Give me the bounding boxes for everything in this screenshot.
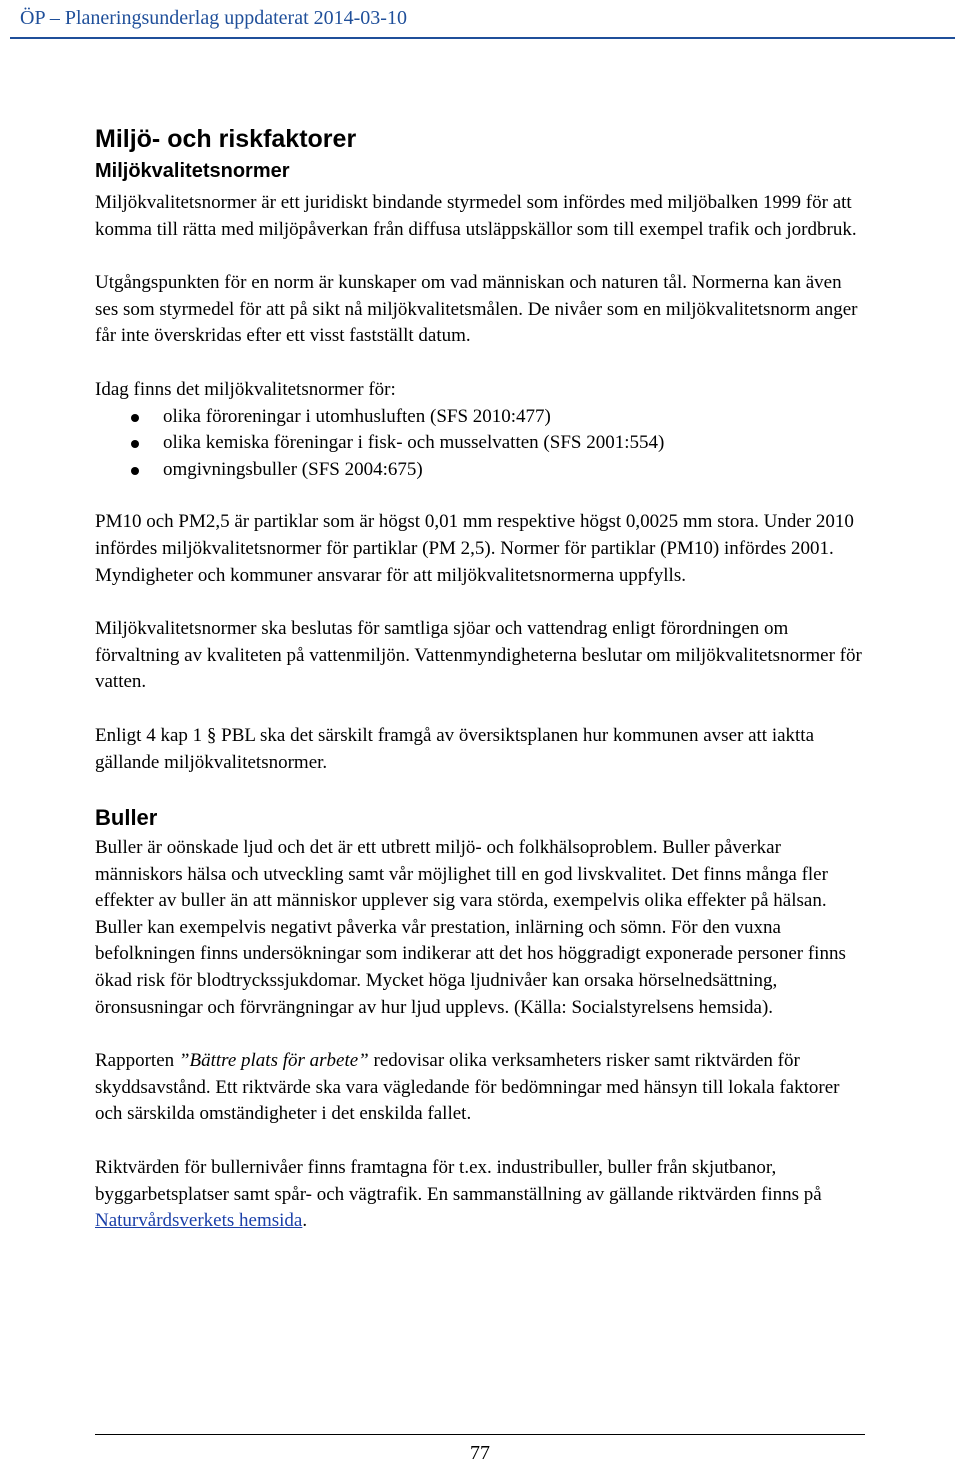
page-number: 77 xyxy=(470,1442,490,1464)
bullet-icon xyxy=(131,440,139,448)
subheading-miljokvalitetsnormer: Miljökvalitetsnormer xyxy=(95,160,290,182)
paragraph-1: Miljökvalitetsnormer är ett juridiskt bindande styrmedel som infördes med miljöbalken 1999 för att komma till rätta med miljöpåverkan från diffusa utsläppskällor som till exempel trafik och jordbruk. xyxy=(95,192,857,240)
naturvardsverket-link[interactable]: Naturvårdsverkets hemsida xyxy=(95,1210,303,1232)
list-item xyxy=(95,404,865,431)
paragraph-7: Buller är oönskade ljud och det är ett utbrett miljö- och folkhälsoproblem. Buller påverkar människors hälsa och utveckling samt vår möjlighet till en god livskvalitet. Det finns många fler effekter av buller än att människor upplever sig vara störda, exempelvis olika effekter på hälsan. Buller kan exempelvis negativt påverka vår prestation, inlärning och sömn. För den vuxna befolkningen finns undersökningar som indikerar att det hos höggradigt exponerade personer finns ökad risk för blodtryckssjukdomar. Mycket höga ljudnivåer kan orsaka hörselnedsättning, öronsusningar och förvrängningar av hur ljud upplevs. (Källa: Socialstyrelsens hemsida). xyxy=(95,837,846,1018)
paragraph-8 xyxy=(95,1048,865,1128)
footer-divider xyxy=(95,1434,865,1435)
list-item-text: olika kemiska föreningar i fisk- och musselvatten (SFS 2001:554) xyxy=(163,432,665,454)
list-item-text: omgivningsbuller (SFS 2004:675) xyxy=(163,458,423,480)
paragraph-8-end: redovisar olika verksamheters risker samt riktvärden för skyddsavstånd. Ett riktvärde ska vara vägledande för bedömningar med hänsyn till lokala faktorer och särskilda omständigheter i det enskilda fallet. xyxy=(95,1050,840,1125)
paragraph-2: Utgångspunkten för en norm är kunskaper om vad människan och naturen tål. Normerna kan även ses som styrmedel för att på sikt nå miljökvalitetsmålen. De nivåer som en miljökvalitetsnorm anger får inte överskridas efter ett visst fastställt datum. xyxy=(95,272,858,347)
paragraph-5: Miljökvalitetsnormer ska beslutas för samtliga sjöar och vattendrag enligt förordningen om förvaltning av kvaliteten på vattenmiljön. Vattenmyndigheterna beslutar om miljökvalitetsnormer för vatten. xyxy=(95,618,862,693)
list-item xyxy=(95,457,865,484)
list-item xyxy=(95,430,865,457)
running-header: ÖP – Planeringsunderlag uppdaterat 2014-03-10 xyxy=(20,7,407,29)
bullet-icon xyxy=(131,414,139,422)
paragraph-4: PM10 och PM2,5 är partiklar som är högst 0,01 mm respektive högst 0,0025 mm stora. Under 2010 infördes miljökvalitetsnormer för partiklar (PM 2,5). Normer för partiklar (PM10) infördes 2001. Myndigheter och kommuner ansvarar för att miljökvalitetsnormerna uppfylls. xyxy=(95,511,854,586)
paragraph-9-end: . xyxy=(302,1210,308,1232)
header-divider xyxy=(10,37,955,39)
paragraph-8-start: Rapporten xyxy=(95,1050,179,1072)
bullet-icon xyxy=(131,467,139,475)
paragraph-9-start: Riktvärden för bullernivåer finns framtagna för t.ex. industribuller, buller från skjutbanor, byggarbetsplatser samt spår- och vägtrafik. En sammanställning av gällande riktvärden finns på xyxy=(95,1157,822,1205)
paragraph-3-intro: Idag finns det miljökvalitetsnormer för: xyxy=(95,378,396,400)
subheading-buller: Buller xyxy=(95,805,158,831)
section-heading: Miljö- och riskfaktorer xyxy=(95,125,357,153)
paragraph-6: Enligt 4 kap 1 § PBL ska det särskilt framgå av översiktsplanen hur kommunen avser att iaktta gällande miljökvalitetsnormer. xyxy=(95,724,815,773)
paragraph-9 xyxy=(95,1155,865,1235)
page-content xyxy=(95,122,865,1262)
norms-list xyxy=(95,404,865,484)
report-title: ”Bättre plats för arbete” xyxy=(178,1050,369,1072)
list-item-text: olika föroreningar i utomhusluften (SFS 2010:477) xyxy=(163,405,551,427)
